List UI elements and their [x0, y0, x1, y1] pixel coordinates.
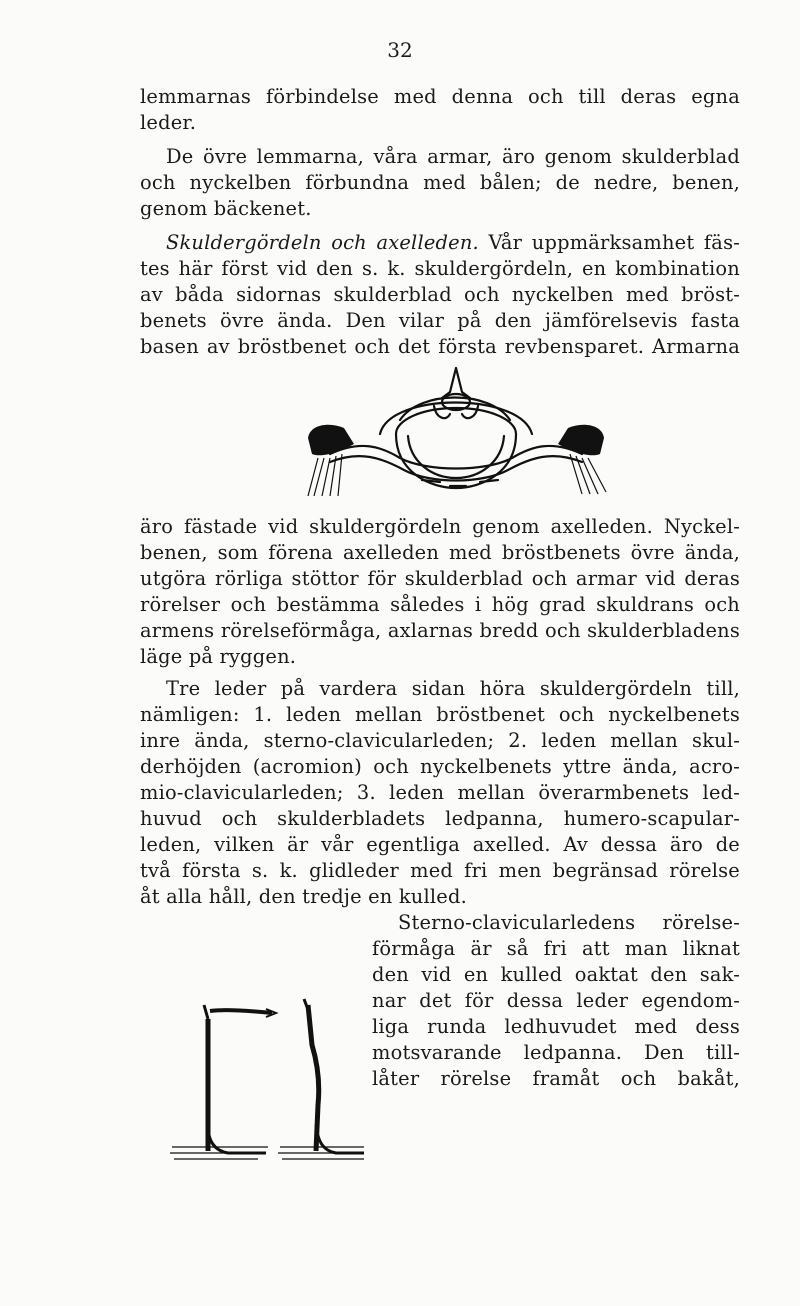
text-line: inre ända, sterno-clavicularleden; 2. leden mellan skul-	[140, 729, 740, 752]
text-line: basen av bröstbenet och det första revbensparet. Armarna	[140, 335, 740, 358]
text-line: läge på ryggen.	[140, 645, 297, 668]
text-line: låter rörelse framåt och bakåt,	[372, 1067, 740, 1090]
text-line: förmåga är så fri att man liknat	[372, 937, 740, 960]
text-line-heading	[166, 230, 740, 256]
text-line: lemmarnas förbindelse med denna och till deras egna	[140, 85, 740, 108]
text-line: leder.	[140, 111, 197, 134]
text-line: Sterno-clavicularledens rörelse-	[398, 911, 740, 934]
text-line: mio-clavicularleden; 3. leden mellan överarmbenets led-	[140, 781, 740, 804]
text-line: och nyckelben förbundna med bålen; de nedre, benen,	[140, 171, 740, 194]
text-line: benets övre ända. Den vilar på den jämförelsevis fasta	[140, 309, 740, 332]
text-line: nämligen: 1. leden mellan bröstbenet och nyckelbenets	[140, 703, 740, 726]
page-number: 32	[387, 38, 413, 62]
text-line: Tre leder på vardera sidan höra skuldergördeln till,	[166, 677, 740, 700]
text-line: utgöra rörliga stöttor för skulderblad och armar vid deras	[140, 567, 740, 590]
text-line: nar det för dessa leder egendom-	[372, 989, 740, 1012]
text-line: av båda sidornas skulderblad och nyckelben med bröst-	[140, 283, 740, 306]
text-line: huvud och skulderbladets ledpanna, humero-scapular-	[140, 807, 740, 830]
text-line: De övre lemmarna, våra armar, äro genom skulderblad	[166, 145, 740, 168]
text-line: derhöjden (acromion) och nyckelbenets yttre ända, acro-	[140, 755, 740, 778]
text-line: benen, som förena axelleden med bröstbenets övre ända,	[140, 541, 740, 564]
text-fragment: Vår uppmärksamhet fäs-	[488, 231, 740, 254]
text-line: åt alla håll, den tredje en kulled.	[140, 885, 467, 908]
text-line: tes här först vid den s. k. skuldergördeln, en kombination	[140, 257, 740, 280]
text-line: två första s. k. glidleder med fri men begränsad rörelse	[140, 859, 740, 882]
text-line: den vid en kulled oaktat den sak-	[372, 963, 740, 986]
text-line: motsvarande ledpanna. Den till-	[372, 1041, 740, 1064]
text-line: genom bäckenet.	[140, 197, 312, 220]
text-line: leden, vilken är vår egentliga axelled. Av dessa äro de	[140, 833, 740, 856]
shoulder-girdle-diagram	[300, 362, 612, 498]
section-heading: Skuldergördeln och axelleden.	[166, 231, 479, 254]
text-line: armens rörelseförmåga, axlarnas bredd och skulderbladens	[140, 619, 740, 642]
joint-model-diagram	[168, 975, 364, 1162]
text-line: rörelser och bestämma således i hög grad skuldrans och	[140, 593, 740, 616]
text-line: äro fästade vid skuldergördeln genom axelleden. Nyckel-	[140, 515, 740, 538]
text-line: liga runda ledhuvudet med dess	[372, 1015, 740, 1038]
